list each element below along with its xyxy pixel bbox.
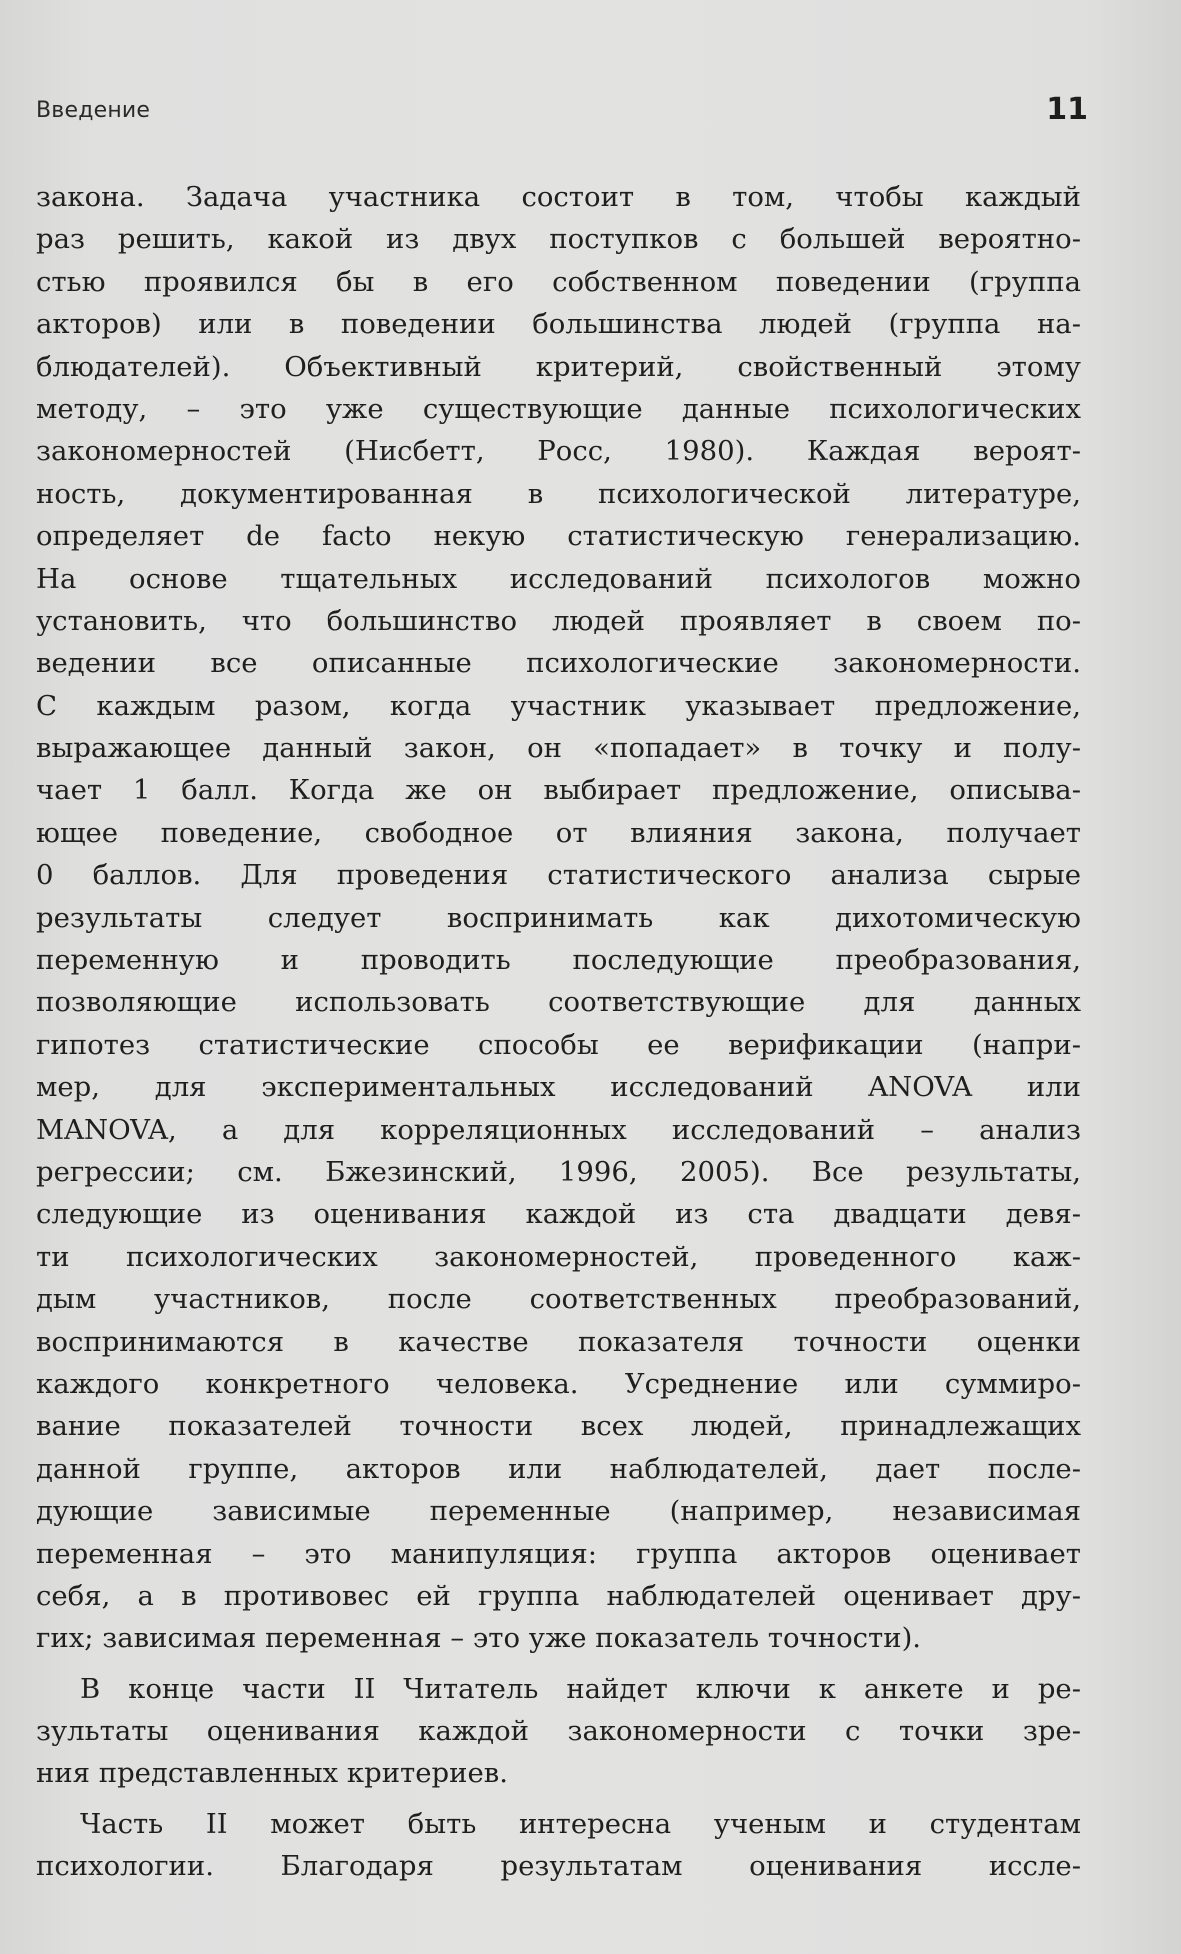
text-line: мер, для экспериментальных исследований ANOVA или xyxy=(36,1071,1081,1104)
text-line: установить, что большинство людей проявляет в своем по- xyxy=(36,604,1081,637)
text-line: ведении все описанные психологические закономерности. xyxy=(36,647,1081,680)
paragraph-1 xyxy=(36,176,1081,1660)
text-line: зультаты оценивания каждой закономерности с точки зре- xyxy=(36,1715,1081,1748)
text-line: чает 1 балл. Когда же он выбирает предложение, описыва- xyxy=(36,774,1081,807)
text-line: С каждым разом, когда участник указывает предложение, xyxy=(36,689,1081,722)
text-line: следующие из оценивания каждой из ста двадцати девя- xyxy=(36,1198,1081,1231)
text-line: регрессии; см. Бжезинский, 1996, 2005). Все результаты, xyxy=(36,1155,1081,1188)
text-line: В конце части II Читатель найдет ключи к анкете и ре- xyxy=(80,1672,1081,1705)
text-line: воспринимаются в качестве показателя точности оценки xyxy=(36,1325,1081,1358)
section-title: Введение xyxy=(36,98,151,123)
text-line: психологии. Благодаря результатам оценивания иссле- xyxy=(36,1850,1081,1883)
paragraph-2 xyxy=(36,1668,1081,1795)
text-line: закона. Задача участника состоит в том, чтобы каждый xyxy=(36,181,1081,213)
text-line: ния представленных критериев. xyxy=(36,1757,508,1790)
text-line: вание показателей точности всех людей, принадлежащих xyxy=(36,1410,1081,1443)
paragraph-3 xyxy=(36,1803,1081,1888)
text-line: результаты следует воспринимать как дихотомическую xyxy=(36,901,1081,934)
text-line: переменная – это манипуляция: группа акторов оценивает xyxy=(36,1537,1081,1570)
text-line: раз решить, какой из двух поступков с большей вероятно- xyxy=(36,223,1081,256)
text-line: переменную и проводить последующие преобразования, xyxy=(36,944,1081,977)
text-line: себя, а в противовес ей группа наблюдателей оценивает дру- xyxy=(36,1579,1081,1612)
text-line: ющее поведение, свободное от влияния закона, получает xyxy=(36,816,1081,849)
text-line: акторов) или в поведении большинства людей (группа на- xyxy=(36,308,1081,341)
text-line: ность, документированная в психологической литературе, xyxy=(36,477,1081,510)
text-line: На основе тщательных исследований психологов можно xyxy=(36,562,1081,595)
text-line: каждого конкретного человека. Усреднение или суммиро- xyxy=(36,1367,1081,1400)
text-line: дующие зависимые переменные (например, независимая xyxy=(36,1495,1081,1528)
text-line: блюдателей). Объективный критерий, свойственный этому xyxy=(36,350,1081,383)
text-line: Часть II может быть интересна ученым и студентам xyxy=(80,1807,1081,1840)
text-line: ти психологических закономерностей, проведенного каж- xyxy=(36,1240,1081,1273)
text-line: методу, – это уже существующие данные психологических xyxy=(36,392,1081,425)
running-head xyxy=(36,92,1088,132)
text-line: гих; зависимая переменная – это уже показатель точности). xyxy=(36,1622,922,1655)
text-line: позволяющие использовать соответствующие для данных xyxy=(36,986,1081,1019)
text-line: определяет de facto некую статистическую генерализацию. xyxy=(36,520,1081,553)
text-line: закономерностей (Нисбетт, Росс, 1980). Каждая вероят- xyxy=(36,435,1081,468)
page-number: 11 xyxy=(1046,92,1088,127)
text-line: дым участников, после соответственных преобразований, xyxy=(36,1283,1081,1316)
text-line: стью проявился бы в его собственном поведении (группа xyxy=(36,265,1081,298)
text-body xyxy=(36,176,1081,1888)
text-line: гипотез статистические способы ее верификации (напри- xyxy=(36,1028,1081,1061)
text-line: MANOVA, а для корреляционных исследований – анализ xyxy=(36,1113,1081,1146)
text-line: 0 баллов. Для проведения статистического анализа сырые xyxy=(36,859,1081,892)
text-line: выражающее данный закон, он «попадает» в точку и полу- xyxy=(36,732,1081,765)
text-line: данной группе, акторов или наблюдателей, дает после- xyxy=(36,1452,1081,1485)
